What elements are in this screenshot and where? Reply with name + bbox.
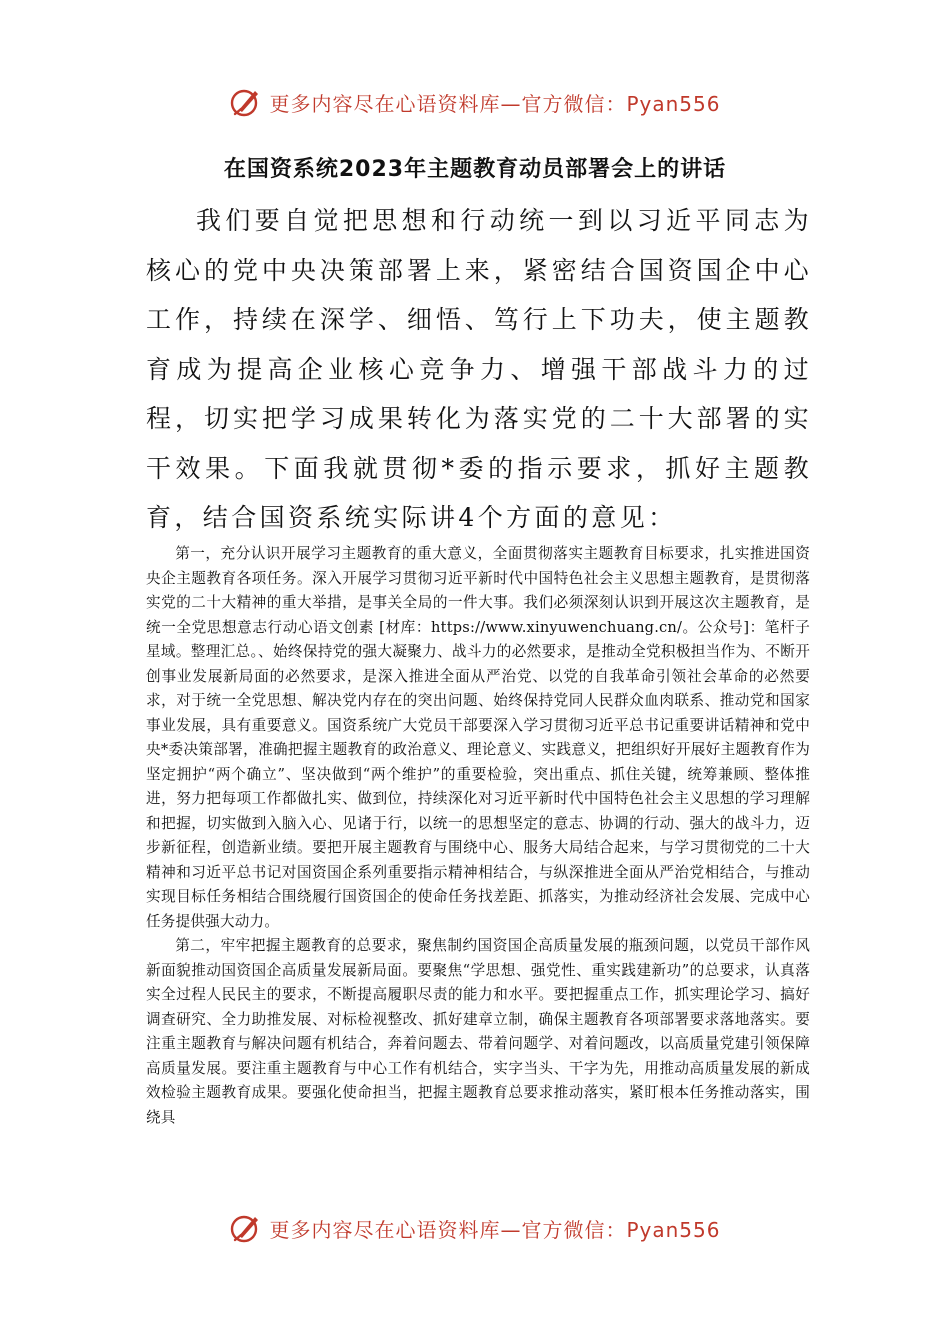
quill-pen-icon	[229, 1211, 263, 1245]
intro-paragraph: 我们要自觉把思想和行动统一到以习近平同志为核心的党中央决策部署上来，紧密结合国资国企中心工作，持续在深学、细悟、笃行上下功夫，使主题教育成为提高企业核心竞争力、增强干部战斗力的过程，切实把学习成果转化为落实党的二十大部署的实干效果。下面我就贯彻*委的指示要求，抓好主题教育，结合国资系统实际讲4个方面的意见：	[146, 206, 812, 532]
watermark-header	[0, 82, 950, 122]
watermark-footer	[0, 1208, 950, 1248]
watermark-text: 更多内容尽在心语资料库—官方微信：Pyan556	[269, 1217, 721, 1242]
body-paragraph: 第二，牢牢把握主题教育的总要求，聚焦制约国资国企高质量发展的瓶颈问题，以党员干部作风新面貌推动国资国企高质量发展新局面。要聚焦“学思想、强党性、重实践建新功”的总要求，认真落实全过程人民民主的要求，不断提高履职尽责的能力和水平。要把握重点工作，抓实理论学习、搞好调查研究、全力助推发展、对标检视整改、抓好建章立制，确保主题教育各项部署要求落地落实。要注重主题教育与解决问题有机结合，奔着问题去、带着问题学、对着问题改，以高质量党建引领保障高质量发展。要注重主题教育与中心工作有机结合，实字当头、干字为先，用推动高质量发展的新成效检验主题教育成果。要强化使命担当，把握主题教育总要求推动落实，紧盯根本任务推动落实，围绕具	[146, 937, 810, 1126]
watermark-text: 更多内容尽在心语资料库—官方微信：Pyan556	[269, 91, 721, 116]
document-body	[146, 542, 810, 1130]
document-title: 在国资系统2023年主题教育动员部署会上的讲话	[223, 157, 727, 182]
quill-pen-icon	[229, 85, 263, 119]
body-paragraph: 第一，充分认识开展学习主题教育的重大意义，全面贯彻落实主题教育目标要求，扎实推进国资央企主题教育各项任务。深入开展学习贯彻习近平新时代中国特色社会主义思想主题教育，是贯彻落实党的二十大精神的重大举措，是事关全局的一件大事。我们必须深刻认识到开展这次主题教育，是统一全党思想意志行动心语文创素 [材库：https://www.xinyuwenchuang.cn/。公众号]：笔杆子星域。整理汇总。、始终保持党的强大凝聚力、战斗力的必然要求，是推动全党积极担当作为、不断开创事业发展新局面的必然要求，是深入推进全面从严治党、以党的自我革命引领社会革命的必然要求，对于统一全党思想、解决党内存在的突出问题、始终保持党同人民群众血肉联系、推动党和国家事业发展，具有重要意义。国资系统广大党员干部要深入学习贯彻习近平总书记重要讲话精神和党中央*委决策部署，准确把握主题教育的政治意义、理论意义、实践意义，把组织好开展好主题教育作为坚定拥护“两个确立”、坚决做到“两个维护”的重要检验，突出重点、抓住关键，统筹兼顾、整体推进，努力把每项工作都做扎实、做到位，持续深化对习近平新时代中国特色社会主义思想的学习理解和把握，切实做到入脑入心、见诸于行，以统一的思想坚定的意志、协调的行动、强大的战斗力，迈步新征程，创造新业绩。要把开展主题教育与围绕中心、服务大局结合起来，与学习贯彻党的二十大精神和习近平总书记对国资国企系列重要指示精神相结合，与纵深推进全面从严治党相结合，与推动实现目标任务相结合围绕履行国资国企的使命任务找差距、抓落实，为推动经济社会发展、完成中心任务提供强大动力。	[146, 545, 810, 930]
